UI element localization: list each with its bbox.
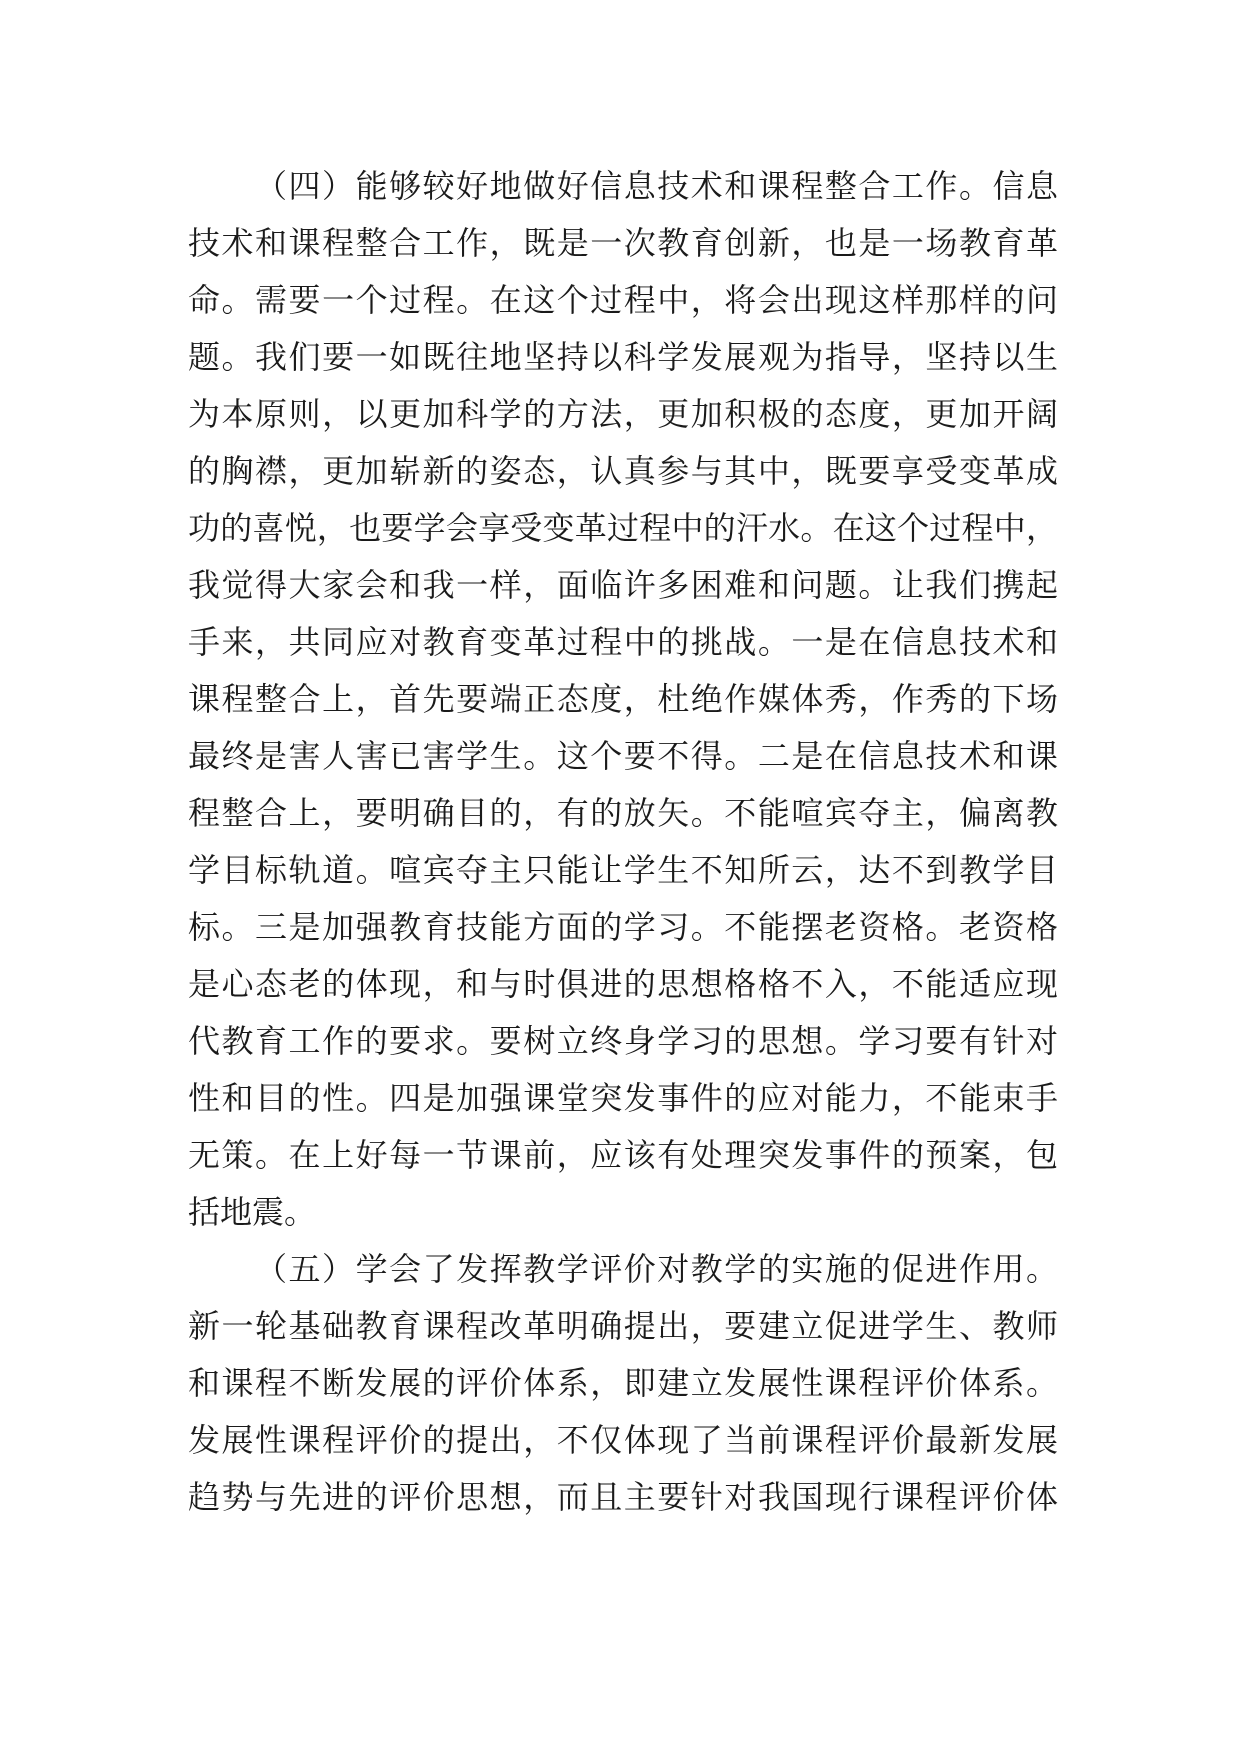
text-line: 手来，共同应对教育变革过程中的挑战。一是在信息技术和	[188, 623, 1058, 661]
text-line: 课程整合上，首先要端正态度，杜绝作媒体秀，作秀的下场	[188, 680, 1058, 718]
text-line: 和课程不断发展的评价体系，即建立发展性课程评价体系。	[188, 1364, 1058, 1402]
text-line: 命。需要一个过程。在这个过程中，将会出现这样那样的问	[188, 281, 1058, 319]
text-line: 新一轮基础教育课程改革明确提出，要建立促进学生、教师	[188, 1307, 1058, 1345]
text-line: 括地震。	[188, 1193, 317, 1231]
text-line: 题。我们要一如既往地坚持以科学发展观为指导，坚持以生	[188, 338, 1058, 376]
text-line: （五）学会了发挥教学评价对教学的实施的促进作用。	[255, 1250, 1058, 1288]
text-line: 性和目的性。四是加强课堂突发事件的应对能力，不能束手	[188, 1079, 1058, 1117]
text-line: 程整合上，要明确目的，有的放矢。不能喧宾夺主，偏离教	[188, 794, 1058, 832]
text-line: 标。三是加强教育技能方面的学习。不能摆老资格。老资格	[188, 908, 1058, 946]
text-line: 是心态老的体现，和与时俱进的思想格格不入，不能适应现	[188, 965, 1058, 1003]
text-line: 学目标轨道。喧宾夺主只能让学生不知所云，达不到教学目	[188, 851, 1058, 889]
text-line: 为本原则，以更加科学的方法，更加积极的态度，更加开阔	[188, 395, 1058, 433]
paragraph-5	[188, 1241, 1058, 1526]
text-line: 趋势与先进的评价思想，而且主要针对我国现行课程评价体	[188, 1478, 1058, 1516]
text-line: （四）能够较好地做好信息技术和课程整合工作。信息	[255, 167, 1058, 205]
text-line: 最终是害人害已害学生。这个要不得。二是在信息技术和课	[188, 737, 1058, 775]
text-line: 发展性课程评价的提出，不仅体现了当前课程评价最新发展	[188, 1421, 1058, 1459]
paragraph-4	[188, 158, 1058, 1241]
text-line: 我觉得大家会和我一样，面临许多困难和问题。让我们携起	[188, 566, 1058, 604]
text-line: 的胸襟，更加崭新的姿态，认真参与其中，既要享受变革成	[188, 452, 1058, 490]
text-line: 技术和课程整合工作，既是一次教育创新，也是一场教育革	[188, 224, 1058, 262]
text-line: 功的喜悦，也要学会享受变革过程中的汗水。在这个过程中，	[188, 509, 1058, 547]
text-line: 无策。在上好每一节课前，应该有处理突发事件的预案，包	[188, 1136, 1058, 1174]
body-text	[188, 158, 1058, 1526]
text-line: 代教育工作的要求。要树立终身学习的思想。学习要有针对	[188, 1022, 1058, 1060]
